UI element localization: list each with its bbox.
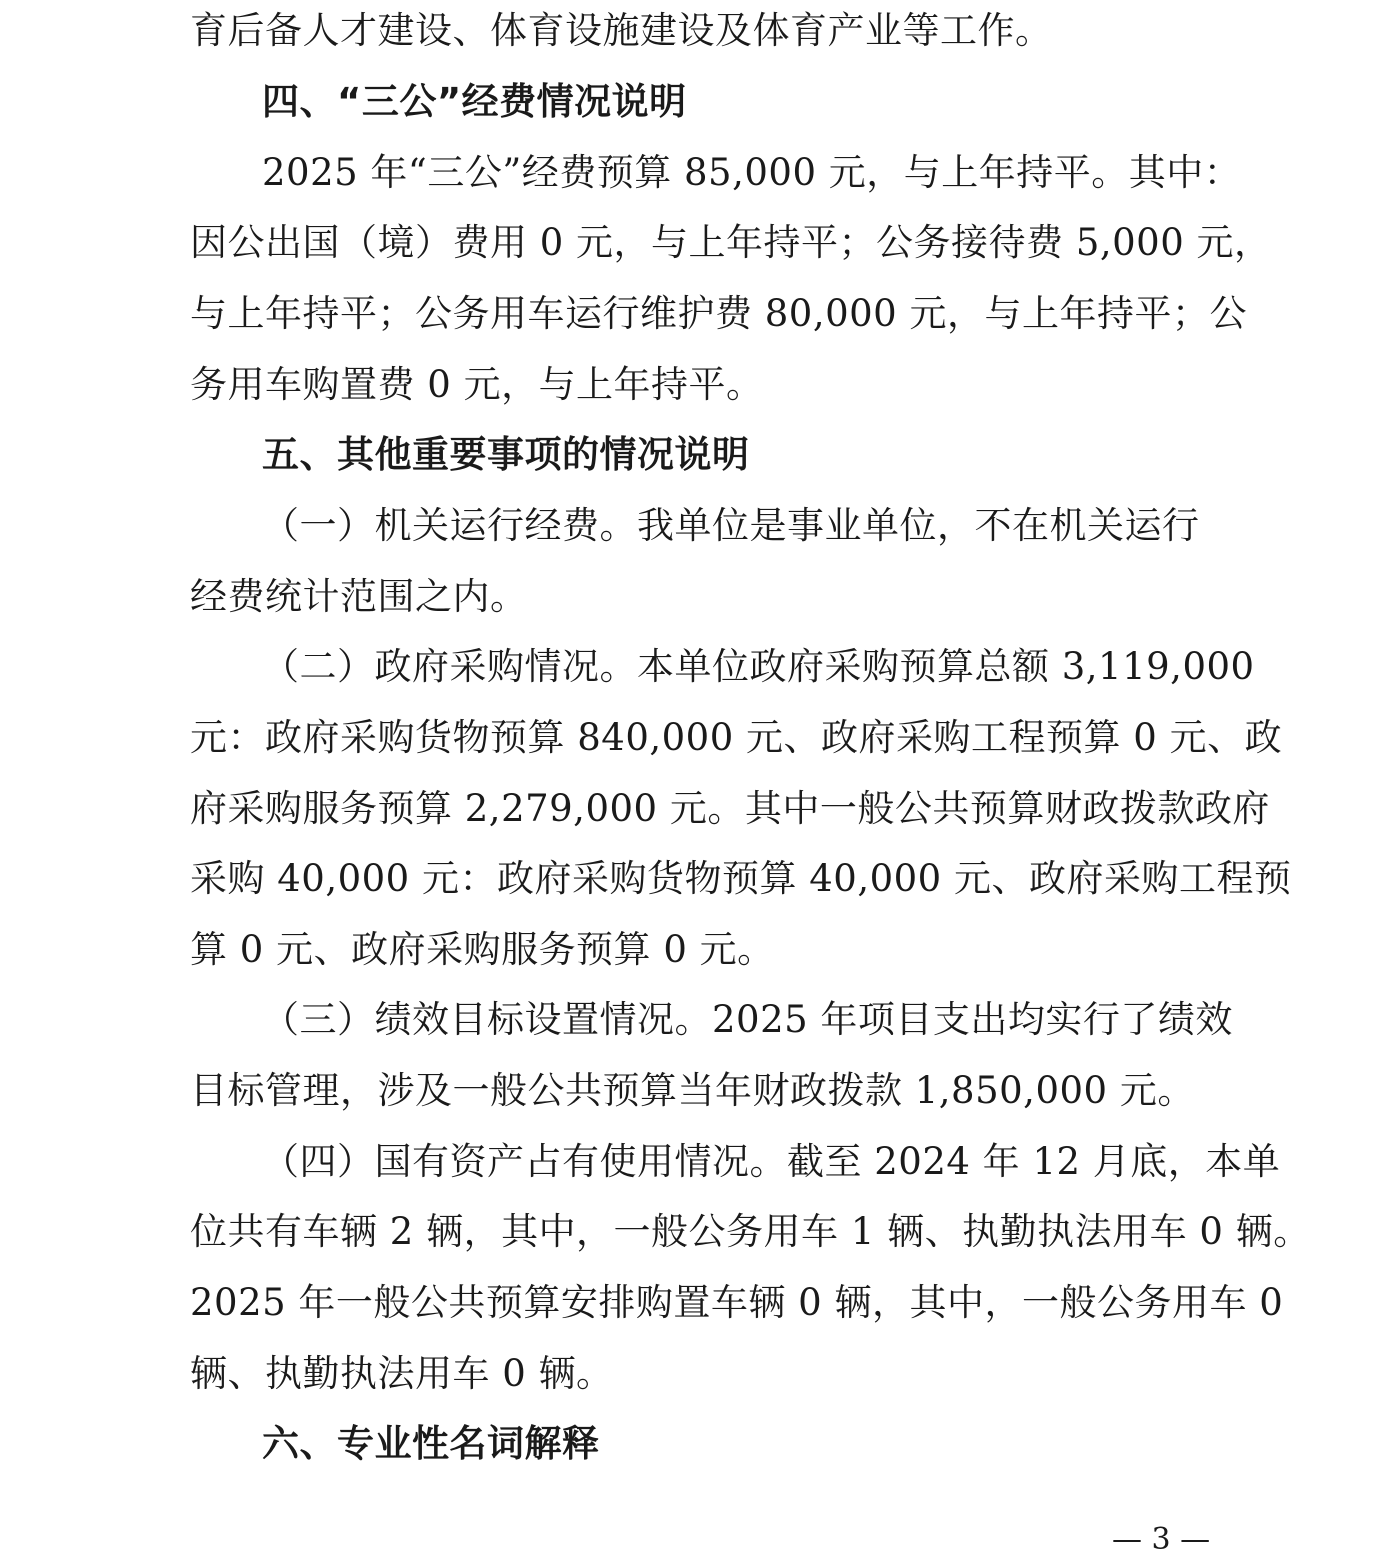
paragraph-line: （三）绩效目标设置情况。2025 年项目支出均实行了绩效 xyxy=(262,998,1233,1041)
paragraph-line: 2025 年一般公共预算安排购置车辆 0 辆，其中，一般公务用车 0 xyxy=(190,1281,1284,1324)
paragraph-line: 目标管理，涉及一般公共预算当年财政拨款 1,850,000 元。 xyxy=(190,1069,1195,1112)
paragraph-line: 采购 40,000 元：政府采购货物预算 40,000 元、政府采购工程预 xyxy=(190,857,1292,900)
paragraph-line: 务用车购置费 0 元，与上年持平。 xyxy=(190,363,764,406)
paragraph-line: 府采购服务预算 2,279,000 元。其中一般公共预算财政拨款政府 xyxy=(190,787,1270,830)
paragraph-line: 位共有车辆 2 辆，其中，一般公务用车 1 辆、执勤执法用车 0 辆。 xyxy=(190,1210,1311,1253)
section-heading-four: 四、“三公”经费情况说明 xyxy=(262,80,687,123)
paragraph-line: （四）国有资产占有使用情况。截至 2024 年 12 月底，本单 xyxy=(262,1140,1281,1183)
paragraph-line: 算 0 元、政府采购服务预算 0 元。 xyxy=(190,928,775,971)
paragraph-line: 因公出国（境）费用 0 元，与上年持平；公务接待费 5,000 元， xyxy=(190,221,1272,264)
page-number: — 3 — xyxy=(1112,1522,1211,1557)
paragraph-line: 元：政府采购货物预算 840,000 元、政府采购工程预算 0 元、政 xyxy=(190,716,1283,759)
paragraph-line: 2025 年“三公”经费预算 85,000 元，与上年持平。其中： xyxy=(262,151,1242,194)
paragraph-line: 经费统计范围之内。 xyxy=(190,575,528,618)
paragraph-line: （一）机关运行经费。我单位是事业单位，不在机关运行 xyxy=(262,504,1200,547)
section-heading-six: 六、专业性名词解释 xyxy=(262,1422,600,1465)
section-heading-five: 五、其他重要事项的情况说明 xyxy=(262,433,750,476)
paragraph-line: 辆、执勤执法用车 0 辆。 xyxy=(190,1352,614,1395)
paragraph-line: （二）政府采购情况。本单位政府采购预算总额 3,119,000 xyxy=(262,645,1255,688)
paragraph-line: 与上年持平；公务用车运行维护费 80,000 元，与上年持平；公 xyxy=(190,292,1247,335)
paragraph-line: 育后备人才建设、体育设施建设及体育产业等工作。 xyxy=(190,9,1053,52)
